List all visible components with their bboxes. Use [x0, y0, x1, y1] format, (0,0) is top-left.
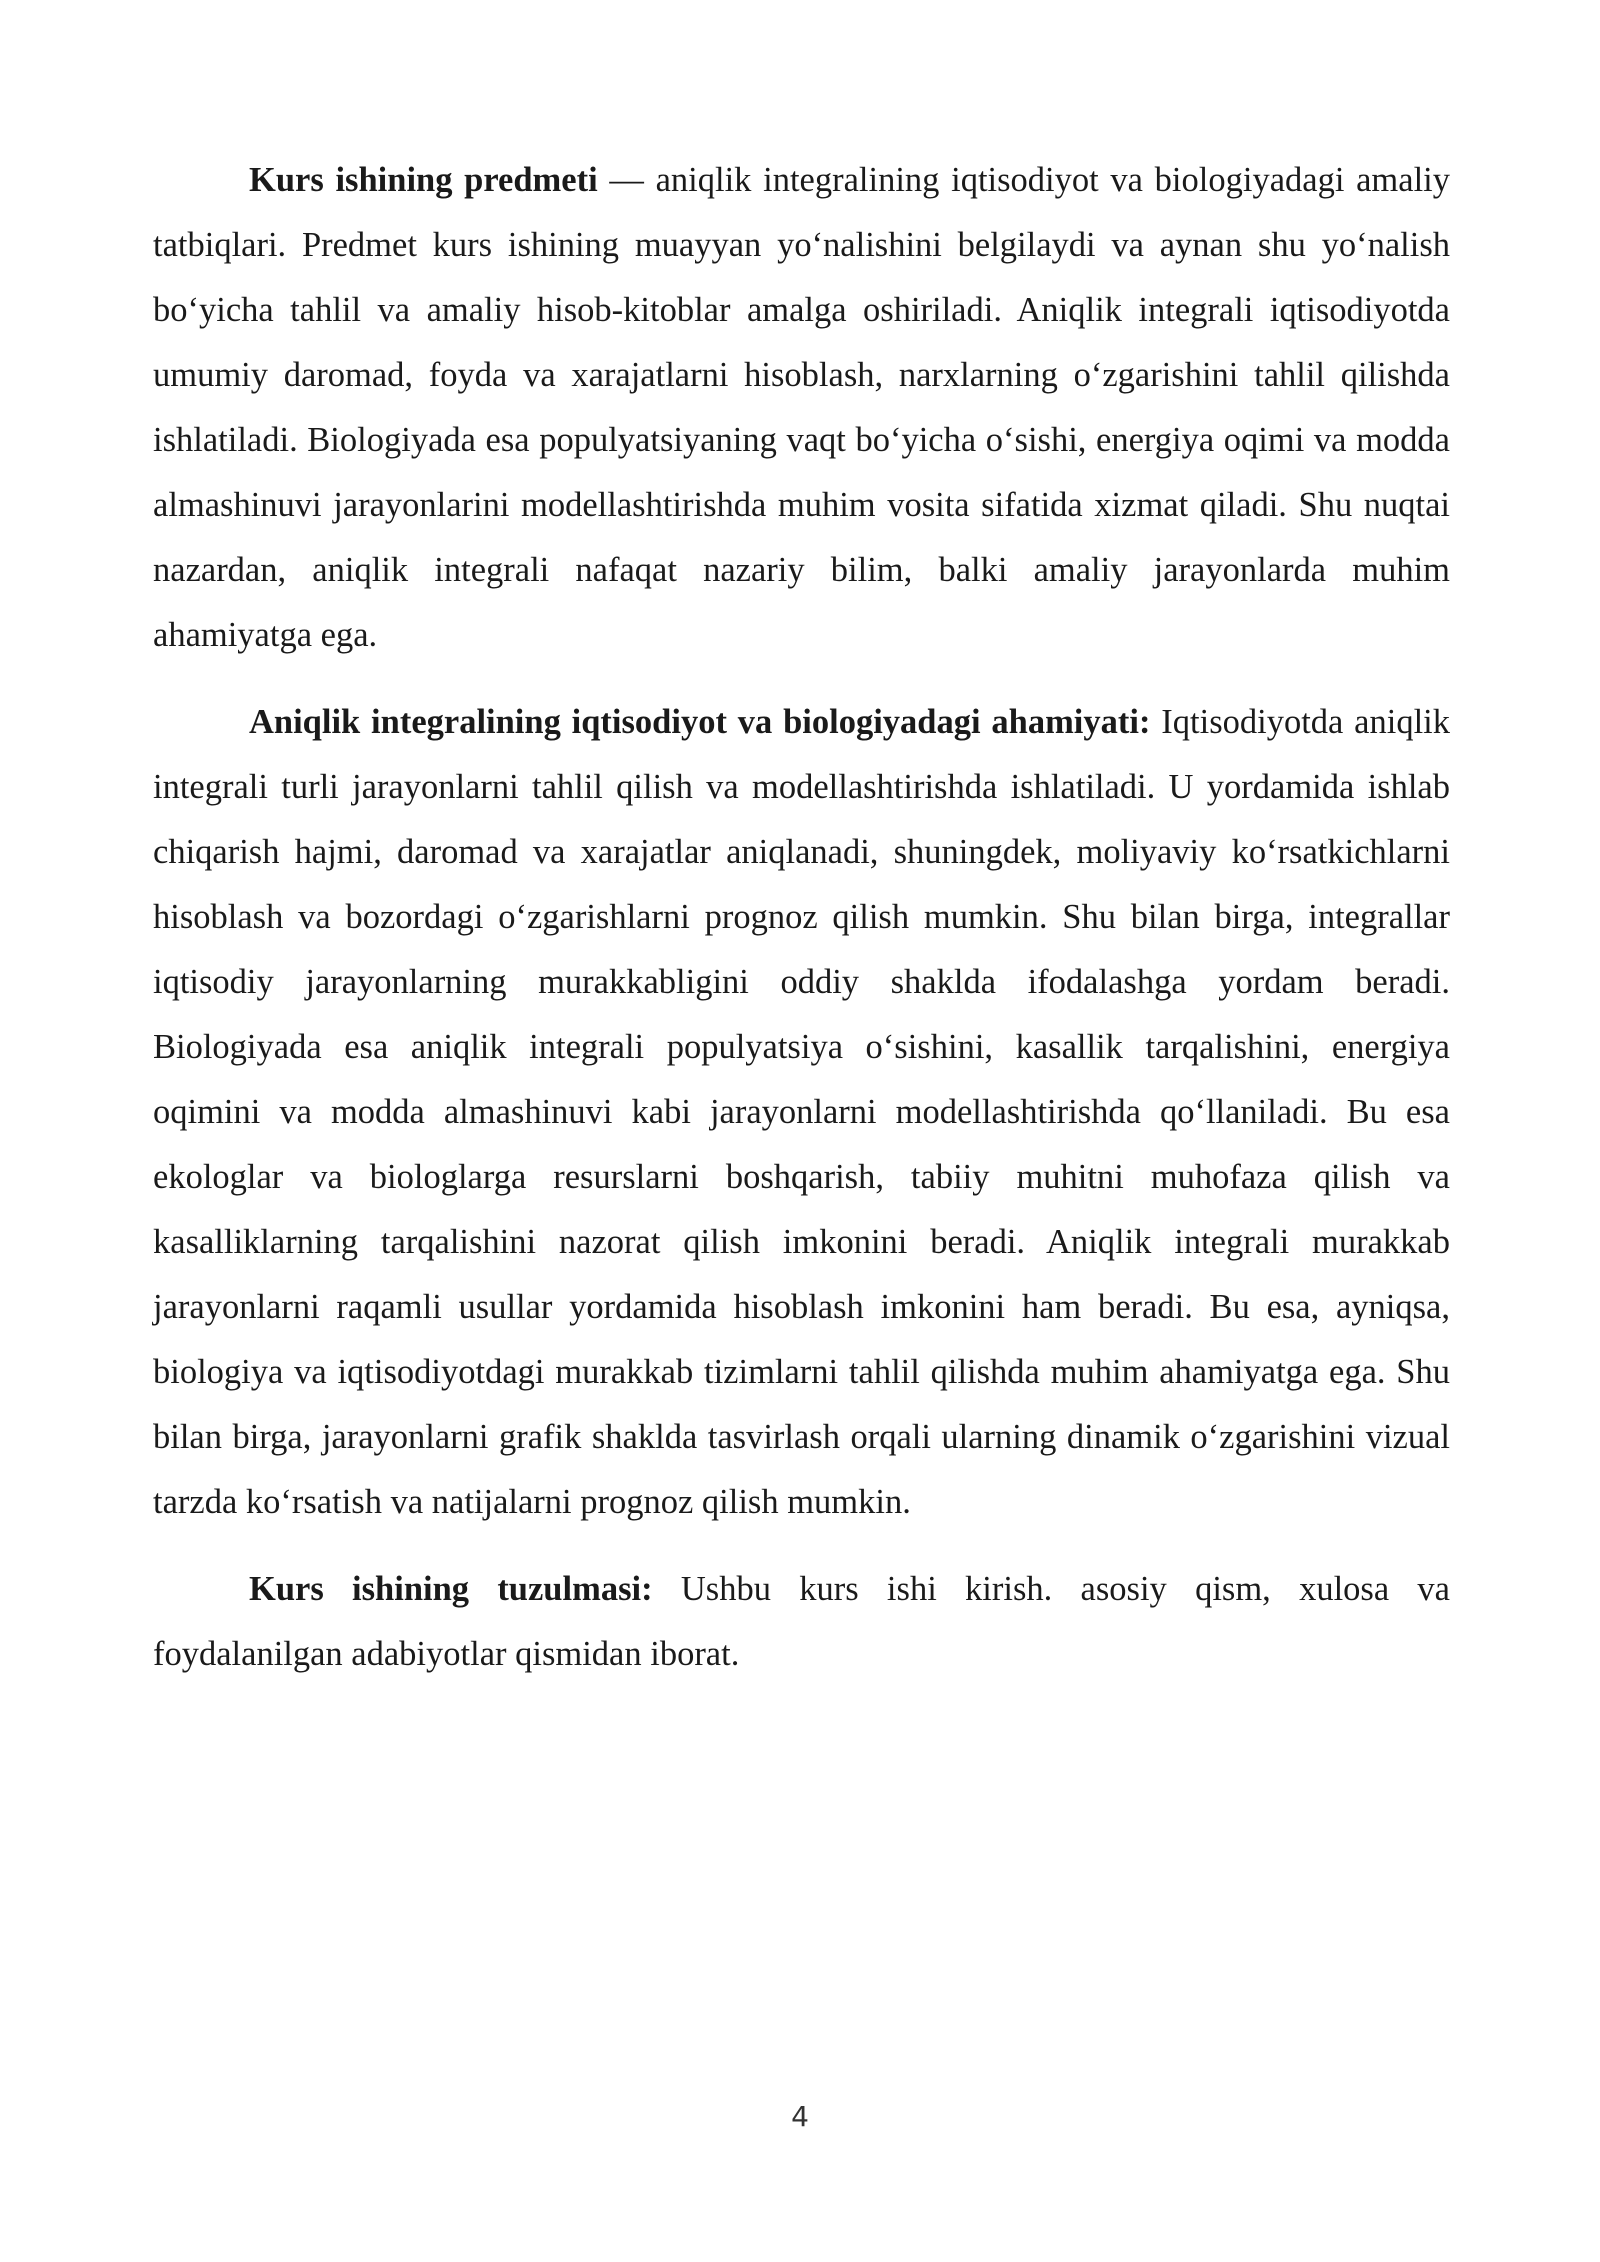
paragraph-subject [153, 148, 1450, 668]
paragraph-body: — aniqlik integralining iqtisodiyot va biologiyadagi amaliy tatbiqlari. Predmet kurs ishining muayyan yoʻnalishini belgilaydi va aynan shu yoʻnalish boʻyicha tahlil va amaliy hisob-kitoblar amalga oshiriladi. Aniqlik integrali iqtisodiyotda umumiy daromad, foyda va xarajatlarni hisoblash, narxlarning oʻzgarishini tahlil qilishda ishlatiladi. Biologiyada esa populyatsiyaning vaqt boʻyicha oʻsishi, energiya oqimi va modda almashinuvi jarayonlarini modellashtirishda muhim vosita sifatida xizmat qiladi. Shu nuqtai nazardan, aniqlik integrali nafaqat nazariy bilim, balki amaliy jarayonlarda muhim ahamiyatga ega. [153, 161, 1450, 654]
paragraph-structure [153, 1557, 1450, 1687]
document-page [153, 148, 1450, 1709]
paragraph-heading: Kurs ishining tuzulmasi: [249, 1570, 653, 1608]
paragraph-importance [153, 690, 1450, 1535]
paragraph-heading: Kurs ishining predmeti [249, 161, 598, 199]
paragraph-body: Iqtisodiyotda aniqlik integrali turli jarayonlarni tahlil qilish va modellashtirishda ishlatiladi. U yordamida ishlab chiqarish hajmi, daromad va xarajatlar aniqlanadi, shuningdek, moliyaviy koʻrsatkichlarni hisoblash va bozordagi oʻzgarishlarni prognoz qilish mumkin. Shu bilan birga, integrallar iqtisodiy jarayonlarning murakkabligini oddiy shaklda ifodalashga yordam beradi. Biologiyada esa aniqlik integrali populyatsiya oʻsishini, kasallik tarqalishini, energiya oqimini va modda almashinuvi kabi jarayonlarni modellashtirishda qoʻllaniladi. Bu esa ekologlar va biologlarga resurslarni boshqarish, tabiiy muhitni muhofaza qilish va kasalliklarning tarqalishini nazorat qilish imkonini beradi. Aniqlik integrali murakkab jarayonlarni raqamli usullar yordamida hisoblash imkonini ham beradi. Bu esa, ayniqsa, biologiya va iqtisodiyotdagi murakkab tizimlarni tahlil qilishda muhim ahamiyatga ega. Shu bilan birga, jarayonlarni grafik shaklda tasvirlash orqali ularning dinamik oʻzgarishini vizual tarzda koʻrsatish va natijalarni prognoz qilish mumkin. [153, 703, 1450, 1521]
paragraph-heading: Aniqlik integralining iqtisodiyot va biologiyadagi ahamiyati: [249, 703, 1151, 741]
paragraph-body: Ushbu kurs ishi kirish. asosiy qism, xulosa va foydalanilgan adabiyotlar qismidan iborat. [153, 1570, 1450, 1673]
page-number: 4 [791, 2100, 809, 2133]
